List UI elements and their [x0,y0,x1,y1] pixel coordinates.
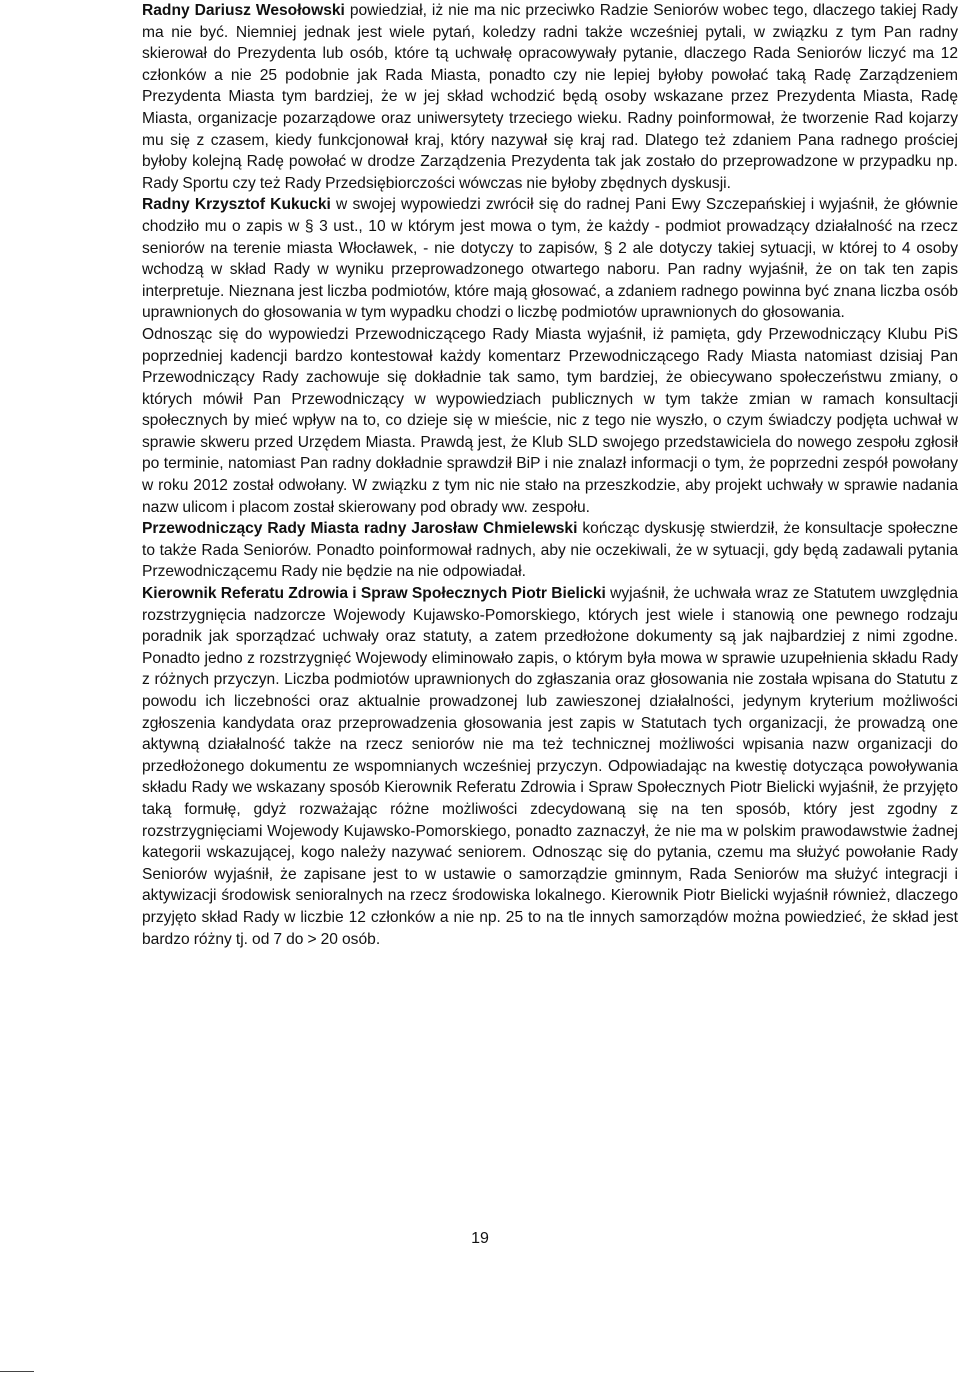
paragraph-chmielewski [142,518,958,583]
speaker-name: Radny Krzysztof Kukucki [142,196,331,214]
paragraph-text: kończąc dyskusję stwierdził, że konsultacje społeczne to także Rada Seniorów. Ponadto poinformował radnych, aby nie oczekiwali, że w sytuacji, gdy będą zadawali pytania Przewodniczącemu Rady nie będzie na nie odpowiadał. [142,520,958,581]
speaker-name: Kierownik Referatu Zdrowia i Spraw Społecznych Piotr Bielicki [142,585,606,603]
paragraph-wesolowski [142,0,958,194]
speaker-name: Radny Dariusz Wesołowski [142,2,345,19]
paragraph-kukucki [142,194,958,324]
paragraph-kukucki-continued [142,324,958,518]
page-number: 19 [471,1230,489,1247]
paragraph-bielicki [142,583,958,950]
document-body [142,0,958,950]
paragraph-text: powiedział, iż nie ma nic przeciwko Radzie Seniorów wobec tego, dlaczego takiej Rady ma nie być. Niemniej jednak jest wiele pytań, koledzy radni także wcześniej pytali, w związku z tym Pan radny skierował do Prezydenta lub osób, które tą uchwałę opracowywały pytanie, dlaczego Rada Seniorów liczyć ma 12 członków a nie 25 podobnie jak Rada Miasta, ponadto czy nie lepiej byłoby powołać taką Radę Zarządzeniem Prezydenta Miasta tym bardziej, że w jej skład wchodzić będą osoby wskazane przez Prezydenta Miasta, Radę Miasta, organizacje pozarządowe oraz uniwersytety trzeciego wieku. Radny poinformował, że tworzenie Rad kojarzy mu się z czasem, kiedy funkcjonował kraj, który nazywał się kraj rad. Dlatego też zdaniem Pana radnego prościej byłoby kolejną Radę powołać w drodze Zarządzenia Prezydenta tak jak zostało do przeprowadzone w przypadku np. Rady Sportu czy też Rady Przedsiębiorczości wówczas nie byłoby zbędnych dyskusji. [142,2,958,192]
paragraph-text: wyjaśnił, że uchwała wraz ze Statutem uwzględnia rozstrzygnięcia nadzorcze Wojewody Kujawsko-Pomorskiego, których jest wiele i stanowią one pewnego rodzaju poradnik jak sporządzać uchwały oraz statuty, a zatem przedłożone dokumenty są jak najbardziej z nimi zgodne. Ponadto jedno z rozstrzygnięć Wojewody eliminowało zapis, o którym była mowa w sprawie uzupełnienia składu Rady z różnych przyczyn. Liczba podmiotów uprawnionych do zgłaszania oraz głosowania nie została wpisana do Statutu z powodu ich liczebności oraz aktualnie prowadzonej lub zawieszonej działalności, jedynym kryterium możliwości zgłoszenia kandydata oraz przeprowadzenia głosowania jest zapis w Statutach tych organizacji, że prowadzą one aktywną działalność także na rzecz seniorów nie ma też technicznej możliwości wpisania nazw organizacji do przedłożonego dokumentu ze wspomnianych wcześniej przyczyn. Odpowiadając na kwestię dotycząca powoływania składu Rady we wskazany sposób Kierownik Referatu Zdrowia i Spraw Społecznych Piotr Bielicki wyjaśnił, że przyjęto taką formułę, gdyż rozważając różne możliwości zdecydowaną się na ten sposób, który jest zgodny z rozstrzygnięciami Wojewody Kujawsko-Pomorskiego, ponadto zaznaczył, że nie ma w polskim prawodawstwie żadnej kategorii wskazującej, kogo należy nazywać seniorem. Odnosząc się do pytania, czemu ma służyć powołanie Rady Seniorów wyjaśnił, że zapisane jest to w ustawie o samorządzie gminnym, Rada Seniorów ma służyć integracji i aktywizacji środowisk senioralnych na rzecz środowiska lokalnego. Kierownik Piotr Bielicki wyjaśnił również, dlaczego przyjęto skład Rady w liczbie 12 członków a nie np. 25 to na tle innych samorządów można powiedzieć, że skład jest bardzo różny tj. od 7 do > 20 osób. [142,585,958,948]
scan-edge-mark [0,1371,34,1372]
paragraph-text: w swojej wypowiedzi zwrócił się do radnej Pani Ewy Szczepańskiej i wyjaśnił, że głównie chodziło mu o zapis w § 3 ust., 10 w którym jest mowa o tym, że każdy - podmiot prowadzący działalność na rzecz seniorów na terenie miasta Włocławek, - nie dotyczy to zapisów, § 2 ale dotyczy takiej sytuacji, w której to 4 osoby wchodzą w skład Rady w wyniku przeprowadzonego otwartego naboru. Pan radny wyjaśnił, że on tak ten zapis interpretuje. Nieznana jest liczba podmiotów, które mają głosować, a zdaniem radnego powinna być znana liczba osób uprawnionych do głosowania w tym wypadku chodzi o liczbę podmiotów uprawnionych do głosowania. [142,196,958,322]
speaker-name: Przewodniczący Rady Miasta radny Jarosław Chmielewski [142,520,578,538]
paragraph-text: Odnosząc się do wypowiedzi Przewodniczącego Rady Miasta wyjaśnił, iż pamięta, gdy Przewodniczący Klubu PiS poprzedniej kadencji bardzo kontestował każdy komentarz Przewodniczącego Rady Miasta natomiast dzisiaj Pan Przewodniczący Rady zachowuje się dokładnie tak samo, tym bardziej, że obiecywano społeczeństwu zmiany, o których mówił Pan Przewodniczący w wypowiedziach publicznych w tym także zmian w ramach konsultacji społecznych by mieć wpływ na to, co dzieje się w mieście, nic z tego nie wyszło, o czym świadczy podjęta uchwał w sprawie skweru przed Urzędem Miasta. Prawdą jest, że Klub SLD swojego przedstawiciela do nowego zespołu zgłosił po terminie, natomiast Pan radny dokładnie sprawdził BiP i nie znalazł informacji o tym, że poprzedni zespół powołany w roku 2012 został odwołany. W związku z tym nic nie stało na przeszkodzie, aby projekt uchwały w sprawie nadania nazw ulicom i placom został skierowany pod obrady ww. zespołu. [142,325,958,516]
